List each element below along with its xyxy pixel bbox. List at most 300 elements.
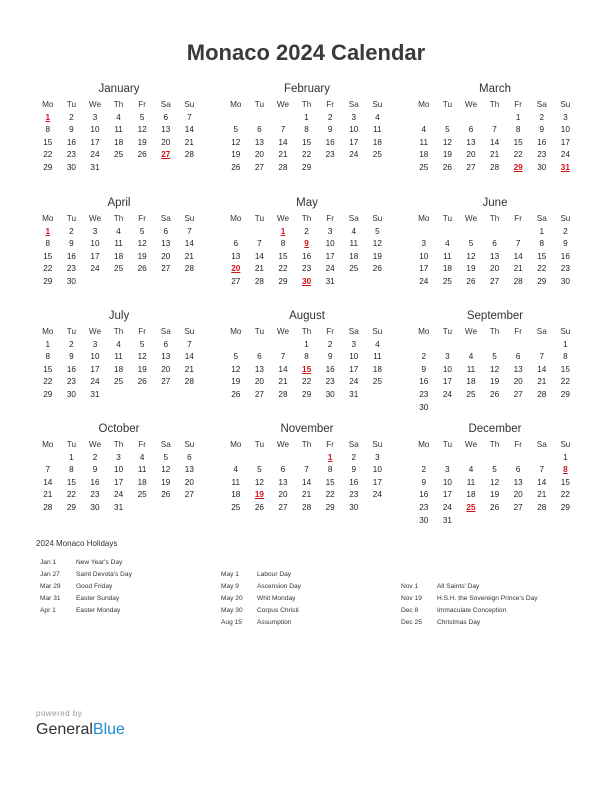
day-cell: 5 [492, 465, 497, 475]
holidays-title: 2024 Monaco Holidays [36, 539, 118, 548]
day-cell: 4 [375, 339, 380, 349]
month-name: June [482, 197, 508, 209]
day-grid [412, 213, 578, 289]
holiday-row [40, 605, 132, 617]
day-cell: 2 [69, 339, 74, 349]
day-cell: 26 [231, 162, 241, 172]
day-cell: 4 [421, 125, 427, 135]
day-cell: 18 [114, 364, 124, 374]
day-cell: 5 [139, 112, 145, 122]
holiday-date-label: Jan 27 [40, 571, 60, 578]
weekday-header: We [464, 440, 478, 449]
day-cell: 14 [278, 364, 288, 374]
holiday-row [221, 581, 301, 593]
weekday-header: Mo [42, 440, 54, 449]
day-cell: 25 [349, 264, 359, 274]
weekday-header: We [464, 214, 478, 223]
day-cell: 7 [280, 352, 286, 362]
day-cell: 5 [468, 239, 474, 249]
weekday-header: Fr [326, 327, 335, 336]
weekday-header: Mo [418, 327, 430, 336]
weekday-header: Th [489, 440, 500, 449]
day-cell: 20 [513, 377, 523, 387]
day-cell: 29 [278, 276, 288, 286]
day-cell: 20 [490, 264, 500, 274]
day-cell: 6 [257, 352, 262, 362]
day-cell: 2 [421, 352, 427, 362]
day-cell: 25 [114, 150, 124, 160]
weekday-header: Fr [326, 100, 335, 109]
holiday-row [40, 569, 132, 581]
day-cell: 28 [254, 276, 264, 286]
day-cell: 24 [90, 377, 100, 387]
day-cell: 24 [349, 377, 359, 387]
holiday-name: Ascension Day [257, 583, 301, 590]
empty-cell [224, 452, 248, 465]
holiday-name: Easter Monday [76, 607, 121, 614]
day-cell: 7 [539, 465, 545, 475]
day-cell: 9 [351, 465, 357, 475]
day-cell: 17 [90, 137, 100, 147]
day-cell: 17 [90, 251, 100, 261]
holiday-date-label: Aug 15 [221, 619, 242, 626]
weekday-header: Mo [230, 214, 242, 223]
holiday-name: All Saints' Day [437, 583, 480, 590]
day-cell: 27 [231, 276, 241, 286]
day-cell: 24 [442, 502, 452, 512]
month-april [36, 196, 202, 289]
day-cell: 20 [254, 377, 264, 387]
day-cell: 26 [137, 264, 147, 274]
holiday-date-label: Apr 1 [40, 607, 56, 614]
day-cell: 23 [302, 264, 312, 274]
empty-cell [412, 339, 436, 352]
day-cell: 15 [560, 364, 570, 374]
day-cell: 18 [419, 150, 429, 160]
day-cell: 22 [560, 377, 570, 387]
weekday-header: Th [301, 327, 312, 336]
day-cell: 24 [90, 150, 100, 160]
day-cell: 31 [114, 502, 124, 512]
day-cell: 10 [419, 251, 429, 261]
day-cell: 9 [69, 125, 74, 135]
weekday-header: Tu [442, 214, 453, 223]
day-cell: 16 [325, 137, 335, 147]
day-cell: 5 [375, 226, 380, 236]
day-cell: 2 [304, 226, 309, 236]
day-cell: 13 [254, 364, 264, 374]
month-name: July [108, 310, 130, 322]
empty-cell [483, 339, 507, 352]
day-cell: 22 [43, 150, 53, 160]
holiday-name: Immaculate Conception [437, 607, 507, 614]
weekday-header: Mo [418, 440, 430, 449]
day-cell: 30 [419, 515, 429, 525]
weekday-header: We [276, 327, 290, 336]
day-cell: 30 [66, 162, 76, 172]
empty-cell [248, 112, 272, 125]
day-cell: 10 [90, 239, 100, 249]
day-cell: 24 [349, 150, 359, 160]
day-cell: 27 [254, 162, 264, 172]
weekday-header: Tu [254, 214, 265, 223]
day-cell: 12 [372, 239, 382, 249]
holiday-row [221, 605, 301, 617]
month-november [224, 422, 390, 515]
day-cell: 18 [114, 251, 124, 261]
weekday-header: Su [184, 327, 195, 336]
weekday-header: We [88, 100, 102, 109]
day-cell: 9 [539, 125, 545, 135]
weekday-header: We [276, 214, 290, 223]
day-cell: 8 [45, 239, 51, 249]
day-cell: 11 [443, 251, 452, 261]
day-cell: 3 [92, 339, 98, 349]
weekday-header: Th [113, 214, 124, 223]
day-cell: 19 [442, 150, 452, 160]
day-cell: 14 [184, 125, 194, 135]
day-cell: 30 [349, 502, 359, 512]
day-cell: 2 [351, 452, 357, 462]
weekday-header: Tu [442, 440, 453, 449]
day-cell: 2 [539, 112, 545, 122]
weekday-header: We [464, 327, 478, 336]
empty-cell [412, 226, 436, 239]
month-name: March [479, 83, 511, 95]
day-cell: 18 [372, 364, 382, 374]
weekday-header: Tu [66, 327, 77, 336]
day-cell: 27 [278, 502, 288, 512]
month-name: August [289, 310, 325, 322]
day-cell: 4 [139, 452, 145, 462]
day-cell: 22 [278, 264, 288, 274]
day-cell: 14 [184, 352, 194, 362]
month-september [412, 309, 578, 414]
empty-cell [459, 112, 483, 125]
day-cell: 14 [43, 477, 53, 487]
day-cell: 16 [66, 137, 76, 147]
day-cell: 23 [349, 490, 359, 500]
day-cell: 21 [184, 137, 194, 147]
day-cell: 26 [490, 389, 500, 399]
day-cell: 26 [466, 276, 476, 286]
day-cell: 18 [372, 137, 382, 147]
month-name: February [283, 83, 331, 95]
day-cell: 10 [325, 239, 335, 249]
weekday-header: Sa [160, 440, 171, 449]
day-cell: 29 [43, 389, 53, 399]
day-cell: 6 [515, 352, 521, 362]
day-cell: 1 [539, 226, 545, 236]
day-cell: 29 [43, 162, 53, 172]
day-cell: 1 [304, 339, 309, 349]
day-cell: 24 [560, 150, 570, 160]
empty-cell [436, 339, 460, 352]
weekday-header: Sa [348, 327, 359, 336]
day-cell: 9 [563, 239, 568, 249]
day-cell: 25 [137, 490, 147, 500]
day-cell: 13 [184, 465, 194, 475]
brand-logo[interactable] [36, 721, 125, 739]
day-cell: 28 [537, 502, 547, 512]
day-cell: 31 [325, 276, 335, 286]
holiday-row [40, 581, 132, 593]
day-cell: 24 [372, 490, 382, 500]
day-cell: 18 [442, 264, 452, 274]
weekday-header: Fr [514, 327, 523, 336]
empty-cell [412, 452, 436, 465]
holiday-column [221, 569, 301, 629]
day-cell: 23 [90, 490, 100, 500]
day-cell: 8 [304, 125, 309, 135]
weekday-header: Fr [514, 214, 523, 223]
brand-general: General [36, 721, 93, 738]
day-cell: 23 [560, 264, 570, 274]
day-cell: 30 [90, 502, 100, 512]
day-cell: 22 [66, 490, 76, 500]
day-cell: 4 [375, 112, 380, 122]
day-cell: 9 [69, 352, 74, 362]
weekday-header: Mo [42, 327, 54, 336]
day-cell: 19 [372, 251, 382, 261]
holiday-date-label: Nov 19 [401, 595, 422, 602]
day-cell: 24 [419, 276, 429, 286]
day-cell: 28 [537, 389, 547, 399]
day-cell: 5 [233, 352, 239, 362]
day-cell: 19 [490, 377, 500, 387]
day-cell: 17 [442, 377, 452, 387]
day-cell: 26 [442, 162, 452, 172]
holiday-row [40, 557, 132, 569]
day-cell: 4 [351, 226, 357, 236]
day-cell: 12 [137, 352, 147, 362]
day-cell: 28 [302, 502, 312, 512]
day-cell: 23 [419, 389, 429, 399]
day-cell: 28 [278, 162, 288, 172]
day-cell: 16 [560, 251, 570, 261]
empty-cell [271, 452, 295, 465]
day-cell: 25 [114, 264, 124, 274]
day-cell: 27 [161, 377, 171, 387]
day-cell: 1 [45, 339, 51, 349]
day-cell: 11 [114, 352, 123, 362]
day-cell: 21 [513, 264, 523, 274]
day-cell: 6 [163, 339, 169, 349]
day-cell: 29 [325, 502, 335, 512]
day-cell: 7 [187, 339, 192, 349]
month-december [412, 422, 578, 527]
day-cell: 21 [278, 377, 288, 387]
day-cell: 15 [513, 137, 523, 147]
holiday-row [401, 605, 538, 617]
day-cell: 20 [254, 150, 264, 160]
day-cell: 4 [116, 339, 121, 349]
day-cell: 3 [375, 452, 380, 462]
day-cell: 11 [114, 239, 123, 249]
day-cell: 13 [161, 239, 171, 249]
empty-cell [295, 452, 319, 465]
weekday-header: Sa [348, 214, 359, 223]
day-cell: 19 [231, 150, 241, 160]
weekday-header: Mo [230, 100, 242, 109]
day-cell: 7 [257, 239, 262, 249]
day-cell: 25 [419, 162, 429, 172]
day-cell: 27 [513, 502, 523, 512]
day-cell: 23 [537, 150, 547, 160]
day-grid [36, 213, 202, 289]
day-cell: 8 [69, 465, 74, 475]
day-cell: 16 [325, 364, 335, 374]
day-cell: 27 [513, 389, 523, 399]
day-cell: 24 [90, 264, 100, 274]
day-cell: 25 [466, 389, 476, 399]
weekday-header: Su [560, 440, 571, 449]
empty-cell [506, 226, 530, 239]
holiday-row [221, 569, 301, 581]
day-cell: 2 [69, 112, 74, 122]
weekday-header: Su [372, 100, 383, 109]
weekday-header: We [88, 440, 102, 449]
day-cell: 20 [466, 150, 476, 160]
weekday-header: Su [184, 440, 195, 449]
holiday-date: 27 [161, 150, 171, 160]
day-cell: 12 [490, 477, 500, 487]
day-cell: 19 [137, 137, 147, 147]
day-cell: 31 [349, 389, 359, 399]
day-cell: 12 [490, 364, 500, 374]
day-cell: 11 [137, 465, 147, 475]
holiday-name: Christmas Day [437, 619, 481, 626]
day-cell: 14 [184, 239, 194, 249]
empty-cell [483, 112, 507, 125]
day-cell: 26 [231, 389, 241, 399]
day-grid [412, 326, 578, 414]
month-name: October [98, 423, 140, 435]
day-cell: 28 [184, 264, 194, 274]
weekday-header: Th [489, 327, 500, 336]
day-cell: 4 [233, 465, 239, 475]
day-cell: 13 [490, 251, 500, 261]
day-cell: 10 [114, 465, 124, 475]
day-grid [224, 326, 390, 402]
day-cell: 31 [442, 515, 452, 525]
holiday-date: 8 [563, 465, 568, 475]
day-cell: 19 [137, 364, 147, 374]
day-cell: 14 [537, 477, 547, 487]
holiday-name: Easter Sunday [76, 595, 120, 602]
empty-cell [271, 339, 295, 352]
day-cell: 29 [302, 389, 312, 399]
day-cell: 8 [539, 239, 545, 249]
day-cell: 7 [539, 352, 545, 362]
day-cell: 7 [187, 112, 192, 122]
day-cell: 8 [327, 465, 333, 475]
day-cell: 11 [373, 352, 382, 362]
day-cell: 18 [466, 490, 476, 500]
holiday-date: 1 [45, 226, 51, 236]
day-cell: 4 [468, 352, 474, 362]
day-cell: 15 [66, 477, 76, 487]
day-cell: 9 [421, 364, 427, 374]
month-name: April [107, 197, 131, 209]
day-cell: 13 [466, 137, 476, 147]
day-cell: 17 [349, 137, 359, 147]
day-cell: 22 [302, 150, 312, 160]
day-grid [412, 439, 578, 527]
day-cell: 25 [114, 377, 124, 387]
day-cell: 3 [351, 112, 357, 122]
day-cell: 1 [69, 452, 74, 462]
day-cell: 15 [560, 477, 570, 487]
day-grid [224, 99, 390, 175]
day-cell: 28 [490, 162, 500, 172]
day-cell: 16 [66, 364, 76, 374]
day-cell: 22 [302, 377, 312, 387]
weekday-header: Tu [442, 100, 453, 109]
weekday-header: Fr [514, 100, 523, 109]
weekday-header: Th [113, 100, 124, 109]
holiday-date-label: Dec 8 [401, 607, 419, 614]
weekday-header: Th [301, 440, 312, 449]
holiday-date: 30 [302, 276, 312, 286]
day-cell: 20 [161, 137, 171, 147]
weekday-header: Sa [536, 214, 547, 223]
month-name: December [468, 423, 522, 435]
empty-cell [271, 112, 295, 125]
empty-cell [530, 452, 554, 465]
day-cell: 24 [114, 490, 124, 500]
day-cell: 3 [351, 339, 357, 349]
month-name: November [280, 423, 334, 435]
day-cell: 1 [515, 112, 521, 122]
day-cell: 13 [513, 364, 523, 374]
day-cell: 3 [116, 452, 121, 462]
day-cell: 29 [43, 276, 53, 286]
day-cell: 27 [184, 490, 194, 500]
day-cell: 2 [563, 226, 568, 236]
holiday-date-label: May 1 [221, 571, 239, 578]
day-cell: 12 [137, 125, 147, 135]
weekday-header: Tu [66, 214, 77, 223]
day-cell: 16 [419, 490, 429, 500]
day-cell: 9 [421, 477, 427, 487]
day-cell: 3 [445, 352, 450, 362]
day-cell: 4 [116, 226, 121, 236]
weekday-header: Sa [536, 440, 547, 449]
day-cell: 14 [278, 137, 288, 147]
day-cell: 30 [419, 402, 429, 412]
day-cell: 18 [114, 137, 124, 147]
holiday-column [40, 557, 132, 617]
day-cell: 19 [161, 477, 171, 487]
empty-cell [436, 452, 460, 465]
holiday-name: Labour Day [257, 571, 292, 578]
day-cell: 22 [43, 264, 53, 274]
day-cell: 22 [537, 264, 547, 274]
month-august [224, 309, 390, 402]
weekday-header: Fr [138, 100, 147, 109]
day-cell: 23 [325, 150, 335, 160]
weekday-header: Sa [536, 327, 547, 336]
day-cell: 29 [537, 276, 547, 286]
month-july [36, 309, 202, 402]
day-cell: 2 [69, 226, 74, 236]
weekday-header: Th [489, 214, 500, 223]
day-cell: 1 [563, 339, 568, 349]
day-cell: 3 [92, 112, 98, 122]
day-cell: 21 [184, 364, 194, 374]
day-cell: 25 [231, 502, 241, 512]
